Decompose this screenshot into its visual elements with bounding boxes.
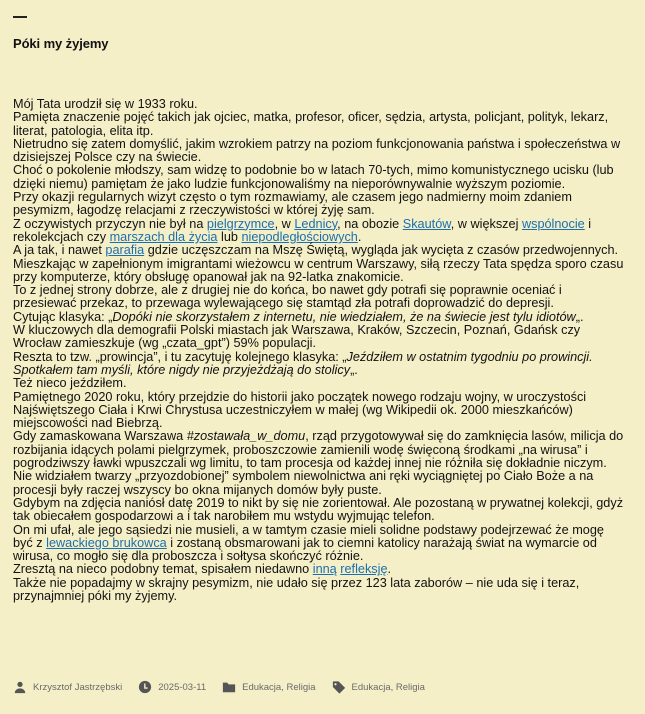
categories-link[interactable]: Edukacja, Religia: [242, 681, 316, 693]
paragraph: [13, 244, 625, 257]
text-segment: i zostaną obsmarowani jak to ciemni katolicy narażają świat na wymarcie od wirusa, co mogło się dla proboszcza i sołtysa skończyć różnie.: [13, 535, 597, 564]
text-segment: „.: [575, 309, 584, 324]
paragraph: [13, 497, 625, 524]
inline-link[interactable]: wspólnocie: [521, 216, 585, 231]
text-segment: Pamięta znaczenie pojęć takich jak ojciec, matka, profesor, oficer, sędzia, artysta, policjant, polityk, lekarz, literat, patologia, elita itp.: [13, 110, 609, 138]
text-segment: Mieszkając w zapełnionym imigrantami wieżowcu w centrum Warszawy, siłą rzeczy Tata spędza sporo czasu przy komputerze, który obsługę opanował jak na 92-latka znakomicie.: [13, 256, 624, 284]
paragraph: [13, 218, 625, 245]
text-segment: Także nie popadajmy w skrajny pesymizm, nie udało się przez 123 lata zaborów – nie uda się i teraz, przynajmniej póki my żyjemy.: [13, 575, 580, 603]
quote-text: Jeździłem w ostatnim tygodniu po prowincji. Spotkałem tam myśli, które nigdy nie przyjeżdżają do stolicy: [13, 349, 593, 377]
text-segment: , w większej: [450, 216, 522, 231]
quote-text: #zostawała_w_domu: [186, 429, 306, 444]
text-segment: Cytując klasyka: „: [13, 309, 113, 324]
person-icon: [13, 680, 27, 694]
paragraph: [13, 138, 625, 165]
text-segment: Nie widziałem twarzy „przyozdobionej” symbolem niewolnictwa ani ręki wyciągniętej po Ciało Boże a na procesji były raczej wszyscy bo okna mijanych domów były puste.: [13, 469, 594, 497]
text-segment: „.: [350, 362, 358, 377]
text-segment: On mi ufał, ale jego sąsiedzi nie musieli, a w tamtym czasie mieli solidne podstawy podejrzewać że mogę być z: [13, 522, 604, 550]
text-segment: Gdybym na zdjęcia naniósł datę 2019 to nikt by się nie zorientował. Ale pozostaną w prywatnej kolekcji, gdyż tak obiecałem gospodarzowi a i tak narobiłem mu wstydu wyjmując telefon.: [13, 495, 624, 524]
inline-link[interactable]: refleksję: [340, 562, 388, 577]
tags-link[interactable]: Edukacja, Religia: [351, 681, 425, 693]
paragraph: [13, 430, 625, 470]
text-segment: Nietrudno się zatem domyślić, jakim wzrokiem patrzy na poziom funkcjonowania państwa i społeczeństwa w dzisiejszej Polsce czy na świecie.: [13, 136, 621, 165]
text-segment: Reszta to tzw. „prowincja”, i tu zacytuję kolejnego klasyka: „: [13, 349, 347, 364]
text-segment: .: [387, 562, 392, 577]
text-segment: Też nieco jeździłem.: [13, 376, 127, 391]
text-segment: Zresztą na nieco podobny temat, spisałem niedawno: [13, 562, 313, 577]
text-segment: A ja tak, i nawet: [13, 243, 106, 258]
paragraph: [13, 563, 625, 576]
text-segment: .: [357, 229, 362, 244]
text-segment: i rekolekcjach czy: [13, 216, 592, 244]
paragraph: [13, 391, 625, 431]
text-segment: Pamiętnego 2020 roku, który przejdzie do historii jako początek nowego rodzaju wojny, w uroczystości Najświętszego Ciała i Krwi Chrystusa uczestniczyłem w małej (wg Wikipedii ok. 2000 mieszkańców) miejscowości nad Biebrzą.: [13, 389, 587, 431]
paragraph: [13, 284, 625, 311]
text-segment: W kluczowych dla demografii Polski miastach jak Warszawa, Kraków, Szczecin, Poznań, Gdańsk czy Wrocław zamieszkuje (wg „czata_gpt”) 59% populacji.: [13, 323, 581, 351]
author-meta: [13, 680, 122, 694]
paragraph: [13, 164, 625, 191]
text-segment: Z oczywistych przyczyn nie był na: [13, 216, 207, 231]
text-segment: gdzie uczęszczam na Mszę Świętą, wygląda jak wycięta z czasów przedwojennych.: [144, 243, 619, 258]
author-link[interactable]: Krzysztof Jastrzębski: [33, 681, 123, 693]
clock-icon: [138, 680, 152, 694]
categories-meta: [222, 680, 315, 694]
paragraph: [13, 324, 625, 351]
quote-text: Dopóki nie skorzystałem z internetu, nie wiedziałem, że na świecie jest tylu idiotów: [112, 309, 576, 324]
date-meta: [138, 680, 206, 694]
text-segment: Mój Tata urodził się w 1933 roku.: [13, 97, 198, 111]
paragraph: [13, 351, 625, 378]
inline-link[interactable]: lewackiego brukowca: [46, 535, 167, 550]
inline-link[interactable]: pielgrzymce: [206, 216, 275, 231]
paragraph: [13, 111, 625, 138]
tags-meta: [332, 680, 425, 694]
paragraph: [13, 577, 625, 604]
text-segment: Przy okazji regularnych wizyt często o tym rozmawiamy, ale czasem jego nadmierny moim zdaniem pesymizm, łagodzę relacjami z rzeczywistości w której żyję sam.: [13, 190, 572, 218]
inline-link[interactable]: marszach dla życia: [109, 229, 218, 244]
paragraph: [13, 470, 625, 497]
post-meta: [13, 680, 441, 694]
text-segment: Choć o pokolenie młodszy, sam widzę to podobnie bo w latach 70-tych, mimo komunistycznego ucisku (lub dzięki niemu) pamiętam że jako ludzie funkcjonowaliśmy na nieporównywalnie wyższym poziomie.: [13, 163, 614, 191]
folder-icon: [222, 680, 236, 694]
paragraph: [13, 311, 625, 324]
text-segment: To z jednej strony dobrze, ale z drugiej nie do końca, bo nawet gdy potrafi się poprawnie oceniać i przesiewać przekaz, to przewaga wylewającego się stamtąd zła potrafi doprowadzić do depresji.: [13, 283, 562, 311]
paragraph: [13, 258, 625, 285]
date-link[interactable]: 2025-03-11: [158, 681, 207, 693]
text-segment: Gdy zamaskowana Warszawa: [13, 429, 187, 444]
separator-line: [13, 16, 27, 18]
paragraph: [13, 377, 625, 390]
inline-link[interactable]: Lednicy: [294, 216, 338, 231]
paragraph: [13, 524, 625, 564]
tag-icon: [332, 680, 346, 694]
post-content: [13, 98, 625, 603]
post-title: Póki my żyjemy: [13, 36, 109, 51]
text-segment: , na obozie: [337, 216, 403, 231]
inline-link[interactable]: parafia: [105, 243, 145, 258]
inline-link[interactable]: inną: [312, 562, 337, 577]
inline-link[interactable]: niepodległościowych: [241, 229, 358, 244]
paragraph: [13, 191, 625, 218]
text-segment: lub: [217, 229, 242, 244]
inline-link[interactable]: Skautów: [402, 216, 451, 231]
text-segment: , w: [274, 216, 295, 231]
paragraph: [13, 98, 625, 111]
text-segment: , rząd przygotowywał się do zamknięcia lasów, milicja do rozbijania idących polami pielgrzymek, proboszczowie zamienili wodę święconą środkami „na wirusa” i pogrodziwszy ławki wpuszczali wg limitu, to tam procesja od każdej innej nie różniła się dokładnie niczym.: [13, 429, 624, 471]
